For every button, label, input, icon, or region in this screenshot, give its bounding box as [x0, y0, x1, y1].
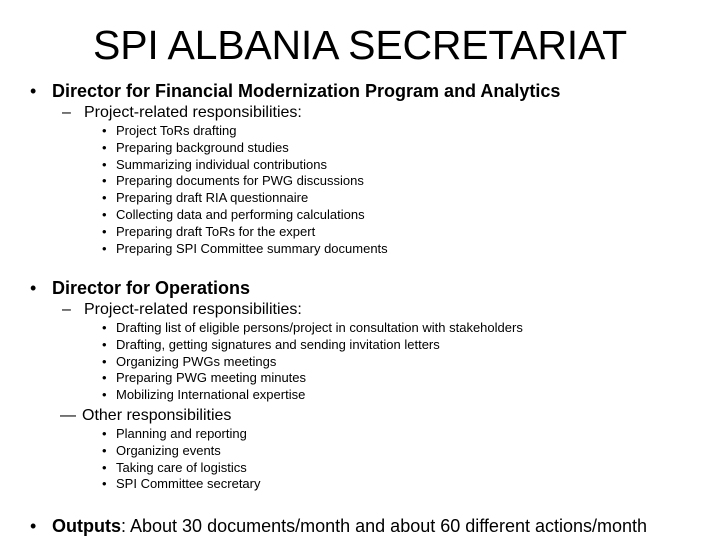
list-item-text: Collecting data and performing calculations [116, 206, 365, 222]
bullet: • [102, 370, 107, 386]
bullet: • [102, 387, 107, 403]
list-item-text: Organizing events [116, 442, 221, 458]
list-item [102, 337, 523, 354]
bullet: • [102, 173, 107, 189]
list-item [102, 460, 261, 477]
list-item [102, 224, 388, 241]
list-item-text: Preparing draft RIA questionnaire [116, 190, 309, 206]
section-heading-financial [30, 80, 560, 102]
bullet: • [102, 426, 107, 441]
list-item [102, 320, 523, 337]
slide-title: SPI ALBANIA SECRETARIAT [93, 22, 627, 68]
dash: — [60, 407, 76, 424]
outputs-line [30, 515, 647, 537]
list-item-text: Drafting list of eligible persons/project in consultation with stakeholders [116, 320, 523, 335]
list-item-text: Preparing draft ToRs for the expert [116, 223, 316, 239]
list-item-text: Taking care of logistics [116, 459, 247, 475]
list-item-text: Preparing background studies [116, 139, 289, 155]
bullet: • [102, 336, 107, 352]
list-item [102, 140, 388, 157]
responsibility-list-operations [102, 320, 523, 404]
group-label-text: Other responsibilities [82, 407, 232, 424]
list-item-text: Planning and reporting [116, 426, 247, 441]
section-heading-operations [30, 277, 250, 299]
list-item [102, 123, 388, 140]
list-item-text: Project ToRs drafting [116, 123, 237, 138]
group-label-text: Project-related responsibilities: [84, 104, 302, 121]
dash: – [62, 301, 71, 318]
outputs-text: : About 30 documents/month and about 60 different actions/month [121, 516, 648, 536]
bullet: • [102, 459, 107, 475]
list-item-text: Drafting, getting signatures and sending invitation letters [116, 336, 440, 352]
list-item [102, 241, 388, 258]
list-item [102, 207, 388, 224]
responsibility-list-financial [102, 123, 388, 257]
section-heading-text: Director for Operations [52, 278, 251, 298]
bullet: • [102, 320, 107, 335]
bullet: • [102, 240, 107, 256]
list-item [102, 173, 388, 190]
bullet: • [30, 516, 37, 536]
group-label-project-operations [62, 300, 302, 320]
bullet: • [102, 156, 107, 172]
list-item-text: Preparing SPI Committee summary documents [116, 240, 388, 256]
bullet: • [102, 223, 107, 239]
bullet: • [30, 81, 37, 101]
list-item [102, 443, 261, 460]
bullet: • [102, 476, 107, 492]
other-responsibility-list [102, 426, 261, 493]
bullet: • [102, 206, 107, 222]
section-heading-text: Director for Financial Modernization Program and Analytics [52, 81, 561, 101]
list-item [102, 190, 388, 207]
group-label-project-financial [62, 103, 302, 123]
outputs-label: Outputs [52, 516, 121, 536]
bullet: • [30, 278, 37, 298]
bullet: • [102, 353, 107, 369]
bullet: • [102, 190, 107, 206]
list-item-text: SPI Committee secretary [116, 476, 261, 492]
bullet: • [102, 139, 107, 155]
bullet: • [102, 123, 107, 138]
list-item [102, 387, 523, 404]
group-label-other-operations [60, 406, 231, 426]
list-item-text: Preparing PWG meeting minutes [116, 370, 307, 386]
list-item-text: Summarizing individual contributions [116, 156, 327, 172]
list-item [102, 476, 261, 493]
dash: – [62, 104, 71, 121]
bullet: • [102, 442, 107, 458]
list-item-text: Mobilizing International expertise [116, 387, 306, 403]
group-label-text: Project-related responsibilities: [84, 301, 302, 318]
list-item-text: Preparing documents for PWG discussions [116, 173, 364, 189]
list-item-text: Organizing PWGs meetings [116, 353, 277, 369]
list-item [102, 370, 523, 387]
list-item [102, 426, 261, 443]
list-item [102, 354, 523, 371]
list-item [102, 157, 388, 174]
